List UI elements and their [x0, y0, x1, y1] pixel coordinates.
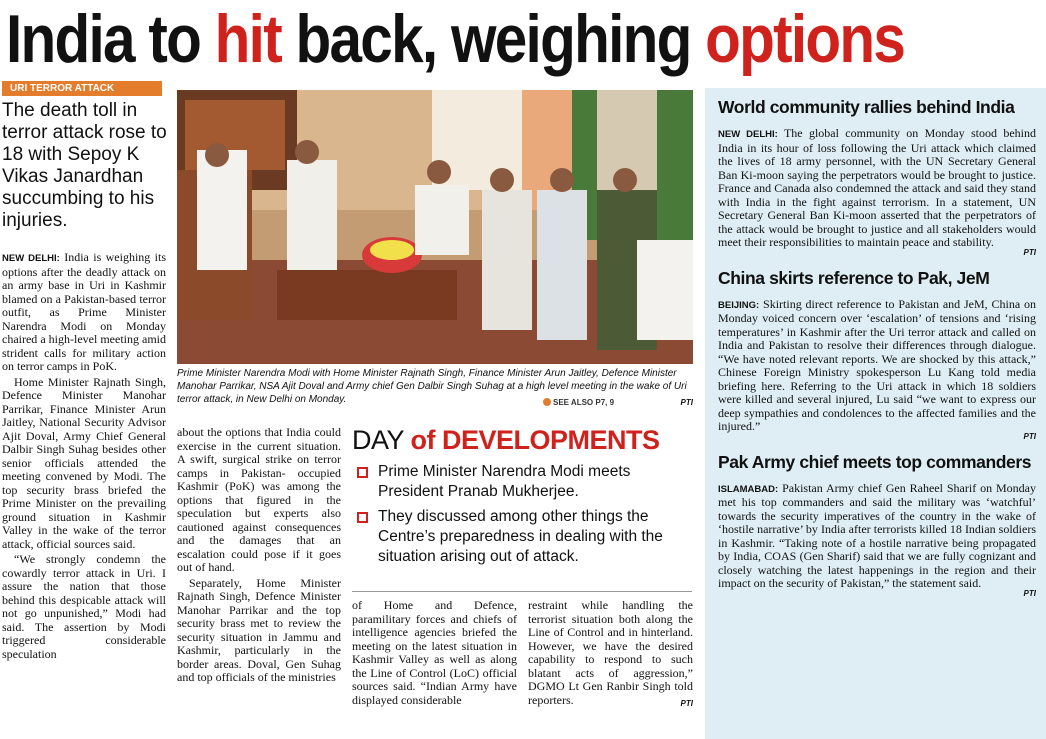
brief-dateline: ISLAMABAD:	[718, 483, 779, 495]
brief-dateline: BEIJING:	[718, 299, 760, 311]
story-paragraph: of Home and Defence, paramilitary forces and chiefs of intelligence agencies briefed the meeting on the latest situation in Kashmir Valley as well as along the Line of Control (LoC) official sources said. “Indian Army have displayed considerable	[352, 598, 517, 707]
brief-credit: PTI	[1023, 431, 1036, 441]
headline	[6, 0, 905, 78]
list-item: They discussed among other things the Centre’s preparedness in dealing with the situation arising out of attack.	[352, 507, 692, 567]
story-paragraph: “We strongly condemn the cowardly terror attack in Uri. I assure the nation that those behind this despicable attack will not go unpunished,” Modi had said. The assertion by Modi triggered considerable speculation	[2, 552, 166, 661]
headline-part-1: India to	[6, 1, 215, 77]
brief-credit: PTI	[1023, 247, 1036, 257]
headline-part-4: options	[705, 1, 905, 77]
headline-part-3: back, weighing	[280, 1, 706, 77]
photo-credit: PTI	[680, 398, 693, 407]
caption-footer	[177, 398, 693, 411]
brief-headline: Pak Army chief meets top commanders	[718, 451, 1032, 472]
brief-body: BEIJING: Skirting direct reference to Pakistan and JeM, China on Monday voiced concern over ‘escalation’ of tensions and ‘rising temperatures’ in Kashmir after the Uri terror attack and called on India and Pakistan to resolve their differences through dialogue. “We have noted relevant reports. We are shocked by this attack,” Chinese Foreign Ministry spokesperson Lu Kang told media briefing here. Referring to the Uri attack in which 18 soldiers were killed and several injured, Lu said “we want to express our deep sympathies and condolences to the affected families and the injured.”	[718, 296, 1037, 433]
story-column-2	[177, 426, 341, 687]
story-paragraph: about the options that India could exercise in the current situation. A swift, surgical strike on terror camps in Pakistan- occupied Kashmir (PoK) was among the options that figured in the speculation but experts also cautioned against consequences and the damages that an escalation could pose if it goes out of hand.	[177, 425, 341, 574]
see-also-reference: SEE ALSO P7, 9	[543, 398, 614, 407]
brief-credit: PTI	[1023, 588, 1036, 598]
brief-item	[718, 451, 1036, 598]
story-column-4	[528, 599, 693, 711]
news-briefs-sidebar	[705, 88, 1046, 739]
checkbox-bullet-icon	[357, 467, 368, 478]
checkbox-bullet-icon	[357, 512, 368, 523]
photo-caption: Prime Minister Narendra Modi with Home Minister Rajnath Singh, Finance Minister Arun Jaitley, Defence Minister Manohar Parrikar, NSA Ajit Doval and Army chief Gen Dalbir Singh Suhag at a high level meeting in the wake of Uri terror attack, in New Delhi on Monday.	[177, 368, 687, 405]
story-paragraph: NEW DELHI: India is weighing its options after the deadly attack on an army base in Uri in Kashmir blamed on a Pakistan-based terror outfit, as Prime Minister Narendra Modi on Monday chaired a high-level meeting amid strident calls for military action on terror camps in PoK.	[2, 250, 166, 373]
standfirst: The death toll in terror attack rose to 18 with Sepoy K Vikas Janardhan succumbing to his injuries.	[2, 100, 167, 231]
meeting-photo-illustration	[177, 90, 693, 364]
story-column-1	[2, 251, 166, 663]
story-paragraph: restraint while handling the terrorist situation both along the Line of Control and in hinterland. However, we have the desired capability to respond to such blatant acts of aggression,” DGMO Lt Gen Ranbir Singh told reporters.	[528, 598, 693, 707]
story-paragraph: Home Minister Rajnath Singh, Defence Minister Manohar Parrikar, Finance Minister Arun Jaitley, National Security Advisor Ajit Doval, Army Chief General Dalbir Singh Suhag besides other senior officials attended the meeting convened by Modi. The top security brass briefed the Prime Minister on the prevailing ground situation in Kashmir Valley in the wake of the terror attack, official sources said.	[2, 374, 166, 551]
see-also-icon	[543, 398, 551, 406]
brief-headline: China skirts reference to Pak, JeM	[718, 267, 990, 288]
list-item: Prime Minister Narendra Modi meets President Pranab Mukherjee.	[352, 462, 692, 502]
developments-title: DAY of DEVELOPMENTS	[352, 425, 660, 455]
section-kicker: URI TERROR ATTACK	[2, 81, 162, 96]
story-column-3	[352, 599, 517, 709]
brief-body: NEW DELHI: The global community on Monday stood behind India in its hour of loss following the Uri attack which claimed the lives of 18 army personnel, with the UN Secretary General Ban Ki-moon saying the perpetrators would be brought to justice. France and Canada also condemned the attack and said they stand with India in the fight against terrorism. In a statement, UN Secretary General Ban Ki-moon asserted that the perpetrators of the attack would be brought to justice and all stakeholders would meet their responsibilities to maintain peace and stability.	[718, 126, 1036, 249]
brief-dateline: NEW DELHI:	[718, 129, 778, 140]
story-credit: PTI	[680, 699, 693, 708]
story-dateline: NEW DELHI:	[2, 253, 60, 264]
brief-item	[718, 267, 1036, 441]
brief-headline: World community rallies behind India	[718, 97, 1015, 117]
developments-box	[352, 424, 692, 594]
brief-body: ISLAMABAD: Pakistan Army chief Gen Raheel Sharif on Monday met his top commanders and said the military was ‘watchful’ towards the security imperatives of the country in the wake of ‘hostile narrative’ by India after terrorists killed 18 Indian soldiers in Kashmir. “Taking note of a hostile narrative being propagated by India, COAS (Gen Sharif) said that we are fully cognizant and closely watching the latest happenings in the region and their impact on the security of Pakistan,” the statement said.	[718, 480, 1036, 590]
story-paragraph: Separately, Home Minister Rajnath Singh, Defence Minister Manohar Parrikar and the top security brass met to review the security situation in Jammu and Kashmir, particularly in the border areas. Doval, Gen Suhag and top officials of the ministries	[177, 575, 341, 684]
headline-part-2: hit	[214, 1, 281, 77]
brief-item	[718, 96, 1036, 257]
developments-list	[352, 462, 692, 567]
divider	[352, 591, 692, 592]
meeting-photo	[177, 90, 693, 364]
